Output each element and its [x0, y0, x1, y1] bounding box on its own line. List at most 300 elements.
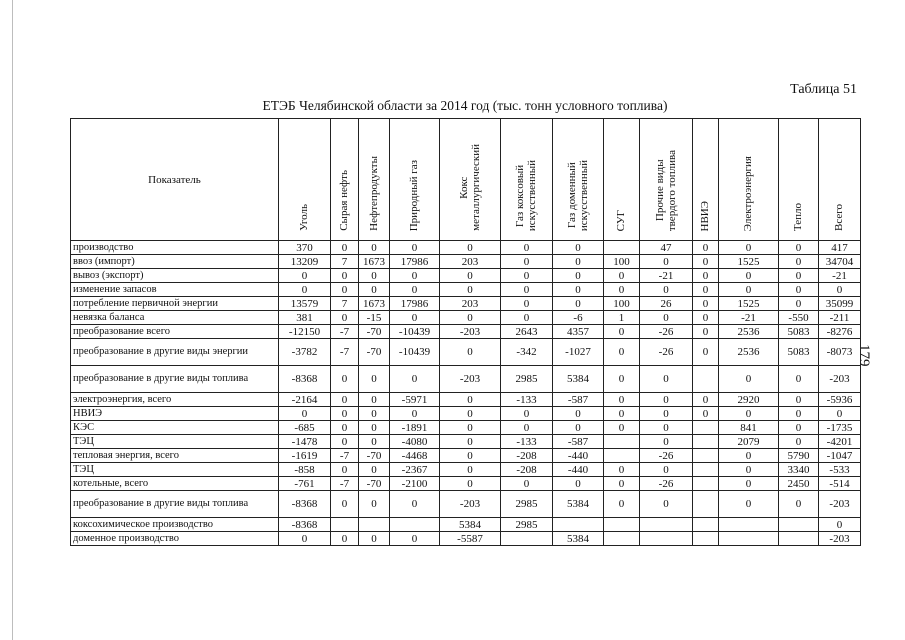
table-cell: -203	[440, 491, 501, 518]
table-cell: -208	[501, 449, 553, 463]
table-cell	[604, 241, 640, 255]
table-cell: 0	[553, 269, 604, 283]
table-cell: -6	[553, 311, 604, 325]
table-cell: 2450	[779, 477, 819, 491]
column-header: СУГ	[604, 119, 640, 241]
table-cell: -761	[279, 477, 331, 491]
table-cell	[693, 421, 719, 435]
table-cell: 203	[440, 297, 501, 311]
table-cell: -10439	[390, 339, 440, 366]
table-cell: 0	[440, 435, 501, 449]
table-cell: -70	[359, 339, 390, 366]
table-cell: 2985	[501, 518, 553, 532]
table-cell: 0	[331, 311, 359, 325]
table-cell: 0	[779, 269, 819, 283]
row-label: НВИЭ	[71, 407, 279, 421]
table-cell: -440	[553, 463, 604, 477]
table-cell: -70	[359, 449, 390, 463]
table-cell: 0	[604, 491, 640, 518]
table-cell: 0	[604, 366, 640, 393]
table-cell: 0	[779, 366, 819, 393]
table-cell: 0	[604, 407, 640, 421]
row-label: невязка баланса	[71, 311, 279, 325]
table-cell: -8368	[279, 518, 331, 532]
table-cell: 0	[553, 283, 604, 297]
table-row	[71, 463, 861, 477]
table-cell: 0	[719, 366, 779, 393]
table-cell: 17986	[390, 297, 440, 311]
table-row	[71, 283, 861, 297]
row-label: ТЭЦ	[71, 435, 279, 449]
table-cell: 0	[719, 463, 779, 477]
table-cell: 0	[440, 269, 501, 283]
table-cell: 0	[501, 283, 553, 297]
table-cell: -203	[819, 366, 861, 393]
table-cell: 0	[719, 407, 779, 421]
table-cell: 0	[359, 532, 390, 546]
table-cell: 0	[693, 339, 719, 366]
table-cell: 841	[719, 421, 779, 435]
table-cell: 0	[440, 421, 501, 435]
table-cell: 0	[501, 269, 553, 283]
column-header: Нефтепродукты	[359, 119, 390, 241]
table-row	[71, 449, 861, 463]
table-cell: 0	[779, 407, 819, 421]
table-cell: 0	[819, 283, 861, 297]
table-row	[71, 366, 861, 393]
table-cell	[604, 532, 640, 546]
row-label: преобразование всего	[71, 325, 279, 339]
table-cell: 2536	[719, 339, 779, 366]
table-cell: -1027	[553, 339, 604, 366]
table-cell: 0	[779, 393, 819, 407]
table-cell: 2079	[719, 435, 779, 449]
table-row	[71, 435, 861, 449]
table-cell: 0	[359, 393, 390, 407]
table-body	[71, 241, 861, 546]
table-cell: 0	[693, 325, 719, 339]
table-cell: 0	[779, 283, 819, 297]
table-row	[71, 325, 861, 339]
table-cell: 0	[359, 463, 390, 477]
table-cell: -1735	[819, 421, 861, 435]
table-cell: -1619	[279, 449, 331, 463]
page-number: 179	[856, 344, 872, 367]
table-cell: -7	[331, 449, 359, 463]
table-cell: -8276	[819, 325, 861, 339]
table-number: Таблица 51	[790, 82, 857, 97]
table-cell: 5384	[553, 491, 604, 518]
table-cell: 0	[440, 477, 501, 491]
table-cell: -533	[819, 463, 861, 477]
column-header: Газ доменный искусственный	[553, 119, 604, 241]
table-cell: 0	[553, 421, 604, 435]
column-header: Прочие виды твердого топлива	[640, 119, 693, 241]
table-cell: 0	[331, 269, 359, 283]
table-cell	[693, 463, 719, 477]
table-header-row	[71, 119, 861, 241]
table-cell: 0	[693, 283, 719, 297]
column-header: Природный газ	[390, 119, 440, 241]
table-cell: 0	[359, 407, 390, 421]
table-cell: 34704	[819, 255, 861, 269]
row-label: ввоз (импорт)	[71, 255, 279, 269]
table-cell: 35099	[819, 297, 861, 311]
table-cell: 0	[440, 463, 501, 477]
row-label: преобразование в другие виды энергии	[71, 339, 279, 366]
table-cell: 0	[390, 407, 440, 421]
table-cell: -4468	[390, 449, 440, 463]
table-row	[71, 421, 861, 435]
table-cell	[604, 518, 640, 532]
table-cell: 2985	[501, 491, 553, 518]
table-cell: 5384	[553, 366, 604, 393]
table-row	[71, 339, 861, 366]
table-cell: -587	[553, 393, 604, 407]
table-cell: 0	[640, 421, 693, 435]
table-cell: 0	[604, 463, 640, 477]
table-cell: 0	[553, 241, 604, 255]
table-cell: -203	[819, 532, 861, 546]
table-cell: 0	[640, 311, 693, 325]
table-cell	[501, 532, 553, 546]
table-cell: -7	[331, 339, 359, 366]
table-cell: -21	[719, 311, 779, 325]
table-cell: 2536	[719, 325, 779, 339]
table-cell: 0	[390, 532, 440, 546]
row-label: преобразование в другие виды топлива	[71, 366, 279, 393]
table-cell: -208	[501, 463, 553, 477]
table-cell: 0	[640, 435, 693, 449]
table-cell: 47	[640, 241, 693, 255]
table-cell: 0	[331, 463, 359, 477]
table-row	[71, 477, 861, 491]
table-row	[71, 532, 861, 546]
table-cell: -1891	[390, 421, 440, 435]
row-label: тепловая энергия, всего	[71, 449, 279, 463]
table-cell: 5083	[779, 325, 819, 339]
table-cell: -5587	[440, 532, 501, 546]
table-cell: 0	[640, 407, 693, 421]
table-cell: 0	[719, 269, 779, 283]
table-cell: 0	[819, 518, 861, 532]
table-cell: 100	[604, 297, 640, 311]
table-cell: -1047	[819, 449, 861, 463]
table-cell: -21	[819, 269, 861, 283]
table-cell: 0	[779, 491, 819, 518]
table-cell: -15	[359, 311, 390, 325]
table-cell	[719, 532, 779, 546]
table-row	[71, 269, 861, 283]
table-cell: 0	[693, 393, 719, 407]
table-cell: -26	[640, 325, 693, 339]
table-cell: -685	[279, 421, 331, 435]
table-cell: 2920	[719, 393, 779, 407]
row-label: доменное производство	[71, 532, 279, 546]
table-cell	[693, 366, 719, 393]
table-cell: 0	[440, 311, 501, 325]
table-cell: -203	[819, 491, 861, 518]
column-header: Сырая нефть	[331, 119, 359, 241]
scan-margin-line	[12, 0, 13, 640]
table-cell: -2164	[279, 393, 331, 407]
table-cell: -1478	[279, 435, 331, 449]
table-row	[71, 393, 861, 407]
table-cell: 0	[553, 255, 604, 269]
row-label: электроэнергия, всего	[71, 393, 279, 407]
table-cell: -203	[440, 366, 501, 393]
table-cell: 0	[331, 407, 359, 421]
table-cell: 0	[604, 325, 640, 339]
table-cell: 0	[501, 407, 553, 421]
table-cell: 0	[390, 269, 440, 283]
table-cell: -4080	[390, 435, 440, 449]
table-cell	[779, 518, 819, 532]
row-label: котельные, всего	[71, 477, 279, 491]
table-cell: 0	[501, 477, 553, 491]
table-cell: 0	[553, 407, 604, 421]
table-cell: 0	[390, 241, 440, 255]
table-cell: -26	[640, 477, 693, 491]
table-cell: 0	[779, 421, 819, 435]
table-cell: -133	[501, 393, 553, 407]
table-cell: 0	[331, 435, 359, 449]
table-cell: 0	[719, 241, 779, 255]
table-cell	[693, 532, 719, 546]
table-cell	[693, 477, 719, 491]
table-row	[71, 297, 861, 311]
table-cell: 0	[501, 255, 553, 269]
table-cell: 0	[359, 435, 390, 449]
table-cell	[390, 518, 440, 532]
table-cell: 0	[779, 255, 819, 269]
table-cell: 0	[779, 241, 819, 255]
table-cell: 0	[279, 532, 331, 546]
table-cell: -70	[359, 325, 390, 339]
table-cell: 0	[359, 421, 390, 435]
table-cell: 2985	[501, 366, 553, 393]
table-cell: 4357	[553, 325, 604, 339]
table-cell	[359, 518, 390, 532]
table-cell	[693, 491, 719, 518]
table-cell: -26	[640, 339, 693, 366]
row-label: вывоз (экспорт)	[71, 269, 279, 283]
row-label: преобразование в другие виды топлива	[71, 491, 279, 518]
table-cell: 0	[440, 283, 501, 297]
table-cell: 5384	[440, 518, 501, 532]
table-cell: -26	[640, 449, 693, 463]
table-cell: -5971	[390, 393, 440, 407]
table-cell	[693, 449, 719, 463]
table-cell: 0	[501, 311, 553, 325]
row-label: ТЭЦ	[71, 463, 279, 477]
table-cell: -10439	[390, 325, 440, 339]
table-cell: -211	[819, 311, 861, 325]
column-header: Уголь	[279, 119, 331, 241]
table-cell: -133	[501, 435, 553, 449]
table-cell: -587	[553, 435, 604, 449]
table-cell: -2100	[390, 477, 440, 491]
table-cell: 5083	[779, 339, 819, 366]
table-cell: 0	[279, 269, 331, 283]
table-cell: -8368	[279, 366, 331, 393]
table-cell: 26	[640, 297, 693, 311]
table-cell: 0	[359, 241, 390, 255]
table-cell: 417	[819, 241, 861, 255]
table-cell: 0	[640, 463, 693, 477]
table-cell: 0	[501, 241, 553, 255]
table-cell: -7	[331, 477, 359, 491]
table-cell	[604, 449, 640, 463]
table-cell: 381	[279, 311, 331, 325]
table-row	[71, 491, 861, 518]
table-cell: 0	[604, 283, 640, 297]
table-cell: 0	[604, 421, 640, 435]
table-cell: 0	[604, 269, 640, 283]
table-cell: -203	[440, 325, 501, 339]
table-row	[71, 241, 861, 255]
table-title: ЕТЭБ Челябинской области за 2014 год (тыс. тонн условного топлива)	[262, 98, 668, 113]
table-cell: 0	[719, 283, 779, 297]
table-cell	[604, 435, 640, 449]
table-cell: -5936	[819, 393, 861, 407]
table-cell: 1673	[359, 255, 390, 269]
table-cell: 0	[440, 393, 501, 407]
table-cell: -21	[640, 269, 693, 283]
table-cell: 0	[331, 491, 359, 518]
table-cell: 0	[693, 269, 719, 283]
table-cell: 0	[693, 297, 719, 311]
table-cell: 0	[390, 283, 440, 297]
table-cell: 7	[331, 255, 359, 269]
table-cell: 1	[604, 311, 640, 325]
table-cell: 0	[719, 491, 779, 518]
column-header: Кокс металлургический	[440, 119, 501, 241]
column-header: Тепло	[779, 119, 819, 241]
table-cell: 0	[279, 283, 331, 297]
table-cell: 7	[331, 297, 359, 311]
table-cell: -550	[779, 311, 819, 325]
table-cell: 0	[331, 393, 359, 407]
table-cell: 0	[440, 241, 501, 255]
table-cell: -4201	[819, 435, 861, 449]
column-header: Всего	[819, 119, 861, 241]
table-cell: 3340	[779, 463, 819, 477]
table-cell: 1525	[719, 297, 779, 311]
table-cell: 2643	[501, 325, 553, 339]
table-cell: 13209	[279, 255, 331, 269]
row-label: изменение запасов	[71, 283, 279, 297]
table-cell: 0	[640, 366, 693, 393]
table-cell: 0	[331, 421, 359, 435]
table-cell: 0	[331, 241, 359, 255]
table-cell: 0	[693, 255, 719, 269]
table-cell: 0	[640, 283, 693, 297]
table-cell: 13579	[279, 297, 331, 311]
table-row	[71, 311, 861, 325]
table-cell: 0	[359, 269, 390, 283]
table-cell: 370	[279, 241, 331, 255]
table-cell: 0	[390, 491, 440, 518]
column-header: НВИЭ	[693, 119, 719, 241]
row-label: КЭС	[71, 421, 279, 435]
table-cell	[331, 518, 359, 532]
table-cell: -440	[553, 449, 604, 463]
table-cell: 0	[359, 491, 390, 518]
table-cell: 0	[359, 366, 390, 393]
table-cell: -7	[331, 325, 359, 339]
table-row	[71, 518, 861, 532]
table-cell: 0	[331, 366, 359, 393]
table-cell: 0	[501, 297, 553, 311]
table-cell	[719, 518, 779, 532]
table-cell: -514	[819, 477, 861, 491]
table-cell: 0	[719, 477, 779, 491]
row-label: коксохимическое производство	[71, 518, 279, 532]
row-label: потребление первичной энергии	[71, 297, 279, 311]
table-cell: -12150	[279, 325, 331, 339]
column-header: Газ коксовый искусственный	[501, 119, 553, 241]
table-cell: 0	[604, 393, 640, 407]
table-cell: 203	[440, 255, 501, 269]
table-cell: -8073	[819, 339, 861, 366]
table-cell: 0	[693, 241, 719, 255]
table-row	[71, 255, 861, 269]
table-cell	[640, 518, 693, 532]
table-cell: 1525	[719, 255, 779, 269]
table-cell: 0	[390, 311, 440, 325]
table-cell: 0	[640, 491, 693, 518]
table-cell: 0	[640, 255, 693, 269]
table-cell: 100	[604, 255, 640, 269]
column-header: Электроэнергия	[719, 119, 779, 241]
column-header-indicator: Показатель	[71, 119, 279, 241]
table-cell: 0	[604, 339, 640, 366]
table-cell: 1673	[359, 297, 390, 311]
table-row	[71, 407, 861, 421]
table-cell: 0	[779, 435, 819, 449]
table-cell: 0	[440, 449, 501, 463]
table-cell: 0	[819, 407, 861, 421]
table-cell: 0	[331, 283, 359, 297]
table-cell: 0	[553, 477, 604, 491]
table-cell	[693, 435, 719, 449]
energy-balance-table	[70, 118, 861, 546]
table-cell: 0	[693, 407, 719, 421]
table-cell	[693, 518, 719, 532]
table-cell: -3782	[279, 339, 331, 366]
table-cell	[640, 532, 693, 546]
table-cell: 17986	[390, 255, 440, 269]
table-cell: 0	[640, 393, 693, 407]
table-cell: 0	[779, 297, 819, 311]
table-cell: 5790	[779, 449, 819, 463]
table-cell: 0	[440, 407, 501, 421]
row-label: производство	[71, 241, 279, 255]
table-cell: 0	[693, 311, 719, 325]
table-cell: 0	[719, 449, 779, 463]
table-cell: 0	[440, 339, 501, 366]
table-cell: -8368	[279, 491, 331, 518]
table-cell: -342	[501, 339, 553, 366]
table-cell: 0	[390, 366, 440, 393]
table-cell: 0	[604, 477, 640, 491]
table-cell: -2367	[390, 463, 440, 477]
table-cell: 0	[279, 407, 331, 421]
table-cell: 5384	[553, 532, 604, 546]
table-cell	[553, 518, 604, 532]
table-cell: -70	[359, 477, 390, 491]
